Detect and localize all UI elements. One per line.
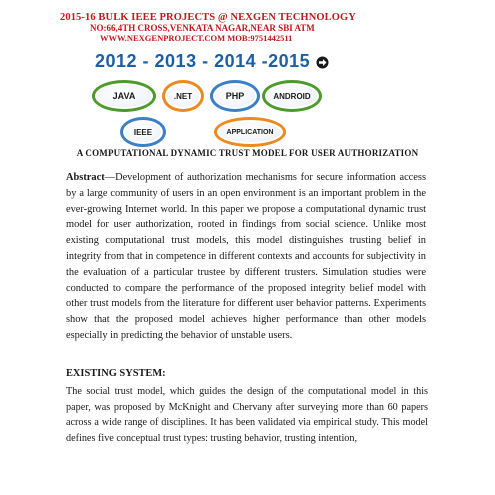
document-title: A COMPUTATIONAL DYNAMIC TRUST MODEL FOR USER AUTHORIZATION: [76, 148, 419, 158]
abstract-label: Abstract: [66, 172, 105, 183]
existing-system-paragraph: The social trust model, which guides the design of the computational model in this paper, was proposed by McKnight and Chervany after surveying more than 60 papers across a wide range of disciplines. It has been validated via empirical study. This model defines five conceptual trust types: trusting behavior, trusting intention,: [66, 386, 428, 444]
abstract-paragraph: [66, 170, 426, 344]
years-banner: 2012 - 2013 - 2014 -2015: [95, 51, 311, 71]
banner-line-2: NO:66,4TH CROSS,VENKATA NAGAR,NEAR SBI ATM: [90, 23, 315, 33]
php-badge: [210, 80, 260, 112]
application-badge-label: APPLICATION: [226, 128, 274, 136]
abstract-text: —Development of authorization mechanisms for secure information access by a large community of users in an open environment is an important problem in the ever-growing Internet world. In this paper we propose a computational dynamic trust model for user authorization, rooted in findings from social science. Unlike most existing computational trust models, this model distinguishes trusting belief in integrity from that in competence in different contexts and accounts for subjectivity in the evaluation of a particular trustee by different trusters. Simulation studies were conducted to compare the performance of the proposed integrity belief model with other trust models from the literature for different user behavior patterns. Experiments show that the proposed model achieves higher performance than other models especially in predicting the behavior of unstable users.: [66, 172, 426, 341]
android-badge: [262, 80, 322, 112]
android-badge-label: ANDROID: [273, 91, 311, 101]
banner-line-1: 2015-16 BULK IEEE PROJECTS @ NEXGEN TECHNOLOGY: [60, 12, 356, 23]
advert-banner: [60, 12, 440, 43]
application-badge: [214, 117, 286, 147]
dotnet-badge-label: .NET: [173, 91, 193, 101]
ieee-badge-label: IEEE: [133, 127, 153, 137]
java-badge: [92, 80, 156, 112]
arrow-right-icon: [316, 56, 329, 69]
php-badge-label: PHP: [225, 91, 245, 101]
existing-system-heading: EXISTING SYSTEM:: [66, 368, 166, 379]
banner-line-3: WWW.NEXGENPROJECT.COM MOB:9751442511: [100, 33, 293, 43]
java-badge-label: JAVA: [112, 91, 136, 101]
ieee-badge: [120, 117, 166, 147]
dotnet-badge: [162, 80, 204, 112]
